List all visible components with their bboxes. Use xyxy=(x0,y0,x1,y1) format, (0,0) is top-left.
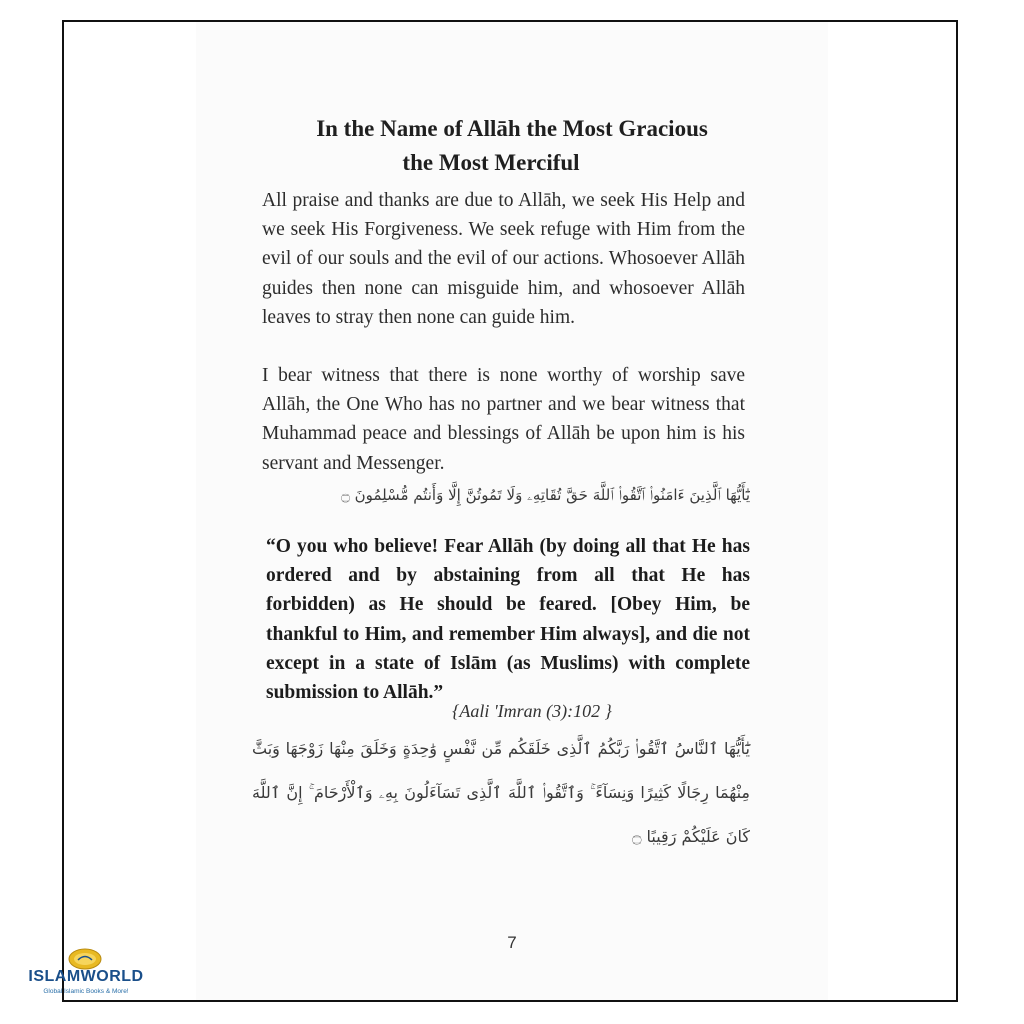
islamworld-logo xyxy=(24,948,148,1008)
arabic-verse-2: يَٰٓأَيُّهَا ٱلنَّاسُ ٱتَّقُوا۟ رَبَّكُمُ ٱلَّذِى خَلَقَكُم مِّن نَّفْسٍ وَٰحِدَةٍ وَخَلَقَ مِنْهَا زَوْجَهَا وَبَثَّ مِنْهُمَا رِجَالًا كَثِيرًا وَنِسَآءً ۚ وَٱتَّقُوا۟ ٱللَّهَ ٱلَّذِى تَسَآءَلُونَ بِهِۦ وَٱلْأَرْحَامَ ۚ إِنَّ ٱللَّهَ كَانَ عَلَيْكُمْ رَقِيبًا ۝ xyxy=(252,739,750,846)
verse-reference xyxy=(0,701,1024,722)
title-line-2: the Most Merciful xyxy=(402,150,580,175)
logo-tagline: Global Islamic Books & More! xyxy=(43,988,129,995)
logo-name: ISLAMWORLD xyxy=(28,968,144,985)
paragraph-witness: I bear witness that there is none worthy of worship save Allāh, the One Who has no partner and we bear witness that Muhammad peace and blessings of Allāh be upon him is his servant and Messenger. xyxy=(262,365,745,474)
paragraph-praise: All praise and thanks are due to Allāh, we seek His Help and we seek His Forgiveness. We seek refuge with Him from the evil of our souls and the evil of our actions. Whosoever Allāh guides then none can misguide him, and whosoever Allāh leaves to stray then none can guide him. xyxy=(262,190,745,328)
arabic-verse-1: يَٰٓأَيُّهَا ٱلَّذِينَ ءَامَنُوا۟ ٱتَّقُوا۟ ٱللَّهَ حَقَّ تُقَاتِهِۦ وَلَا تَمُوتُنَّ إِلَّا وَأَنتُم مُّسْلِمُونَ ۝ xyxy=(341,486,750,504)
verse-reference-text: {Aali 'Imran (3):102 } xyxy=(452,701,612,721)
logo-emblem-icon xyxy=(68,948,102,970)
verse-translation: “O you who believe! Fear Allāh (by doing all that He has ordered and by abstaining from all that He has forbidden) as He should be feared. [Obey Him, be thankful to Him, and remember Him always], and die not except in a state of Islām (as Muslims) with complete submission to Allāh.” xyxy=(266,536,750,704)
page-title xyxy=(0,112,1024,180)
page-number: 7 xyxy=(507,933,517,952)
title-line-1: In the Name of Allāh the Most Gracious xyxy=(316,116,708,141)
